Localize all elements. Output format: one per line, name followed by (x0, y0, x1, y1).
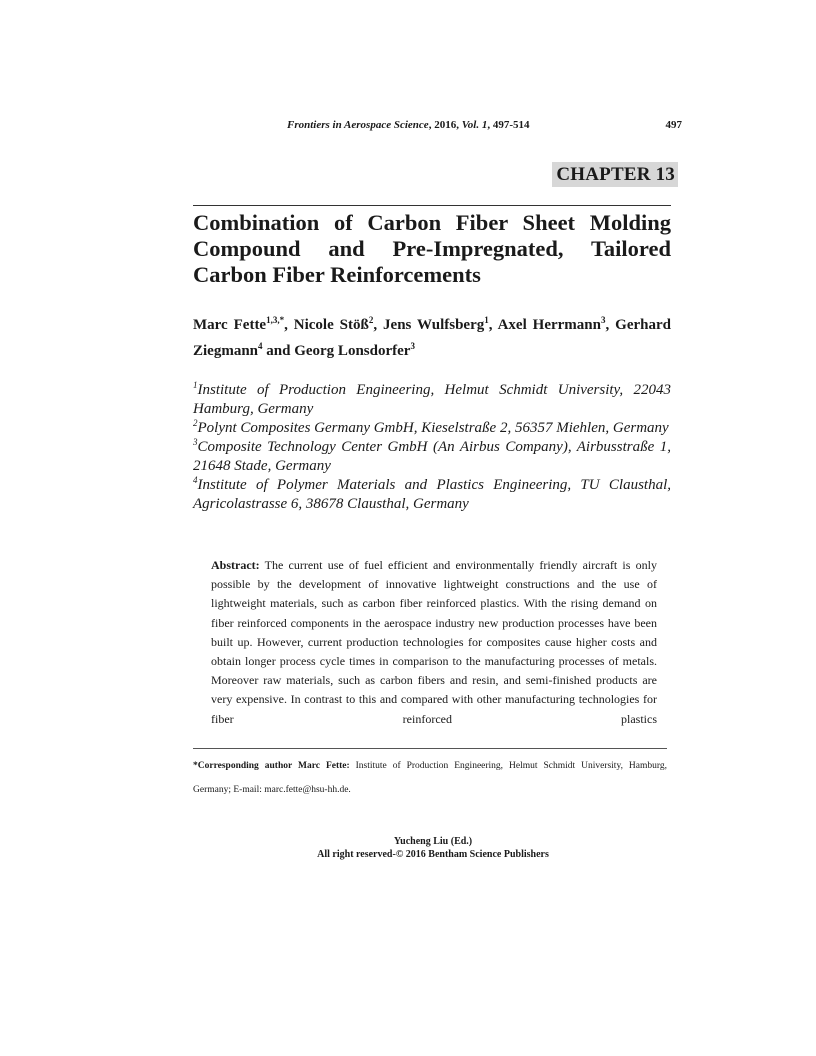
affiliation-text: Institute of Polymer Materials and Plastics Engineering, TU Clausthal, Agricolastrasse 6, 38678 Clausthal, Germany (193, 477, 671, 512)
affiliation-text: Composite Technology Center GmbH (An Airbus Company), Airbusstraße 1, 21648 Stade, Germany (193, 439, 671, 474)
author-separator: and (262, 343, 295, 359)
affiliation-item (193, 419, 671, 438)
copyright-line: All right reserved-© 2016 Bentham Science Publishers (317, 849, 549, 860)
affiliation-number: 3 (193, 437, 198, 447)
author-affiliation-marker: 1 (484, 315, 489, 325)
author-separator: , (488, 317, 498, 333)
author-name: Marc Fette (193, 317, 267, 333)
journal-citation (287, 119, 530, 131)
footnote-label: *Corresponding author Marc Fette: (193, 761, 350, 771)
chapter-label: CHAPTER 13 (552, 162, 678, 187)
affiliation-item (193, 476, 671, 514)
corresponding-author-footnote (193, 754, 667, 802)
abstract-text: The current use of fuel efficient and environmentally friendly aircraft is only possible by the development of innovative lightweight constructions and the use of lightweight materials, such as carbon fiber reinforced plastics. With the rising demand on fiber reinforced components in the aerospace industry new production processes have been built up. However, current production technologies for composites cause higher costs and obtain longer process cycle times in comparison to the manufacturing processes of metals. Moreover raw materials, such as carbon fibers and resin, and semi-finished products are very expensive. In contrast to this and compared with other manufacturing technologies for fiber reinforced plastics (211, 558, 657, 726)
author-affiliation-marker: 3 (410, 341, 415, 351)
abstract-label: Abstract: (211, 558, 260, 572)
author-separator: , (284, 317, 294, 333)
page-number: 497 (665, 119, 682, 131)
author-separator: , (605, 317, 616, 333)
chapter-title: Combination of Carbon Fiber Sheet Molding Compound and Pre-Impregnated, Tailored Carbon Fiber Reinforcements (193, 210, 671, 287)
author-affiliation-marker: 3 (601, 315, 606, 325)
journal-pages: , 497-514 (487, 119, 530, 131)
running-head (195, 119, 682, 135)
journal-name: Frontiers in Aerospace Science (287, 119, 429, 131)
author-affiliation-marker: 1,3,* (266, 315, 285, 325)
journal-year: , 2016, (428, 119, 462, 131)
affiliation-text: Institute of Production Engineering, Helmut Schmidt University, 22043 Hamburg, Germany (193, 382, 671, 417)
editor-credit (0, 835, 816, 861)
affiliation-item (193, 438, 671, 476)
affiliation-number: 1 (193, 380, 198, 390)
editor-name: Yucheng Liu (Ed.) (393, 836, 473, 847)
author-affiliation-marker: 4 (258, 341, 263, 351)
author-name: Gerhard Ziegmann (193, 317, 671, 359)
abstract (211, 556, 657, 729)
affiliation-text: Polynt Composites Germany GmbH, Kieselstraße 2, 56357 Miehlen, Germany (197, 420, 669, 436)
affiliation-number: 2 (193, 418, 198, 428)
author-affiliation-marker: 2 (368, 315, 374, 325)
affiliation-list (193, 381, 671, 514)
author-name: Nicole Stöß (293, 317, 369, 333)
journal-volume: Vol. 1 (461, 119, 488, 131)
footnote-rule (193, 748, 667, 749)
author-separator: , (373, 317, 384, 333)
author-list (193, 312, 671, 364)
author-name: Axel Herrmann (497, 317, 601, 333)
affiliation-number: 4 (193, 475, 198, 485)
footnote-text: Institute of Production Engineering, Helmut Schmidt University, Hamburg, Germany; E-mail: marc.fette@hsu-hh.de. (193, 761, 667, 795)
title-rule (193, 205, 671, 206)
author-name: Georg Lonsdorfer (294, 343, 411, 359)
author-name: Jens Wulfsberg (383, 317, 485, 333)
affiliation-item (193, 381, 671, 419)
